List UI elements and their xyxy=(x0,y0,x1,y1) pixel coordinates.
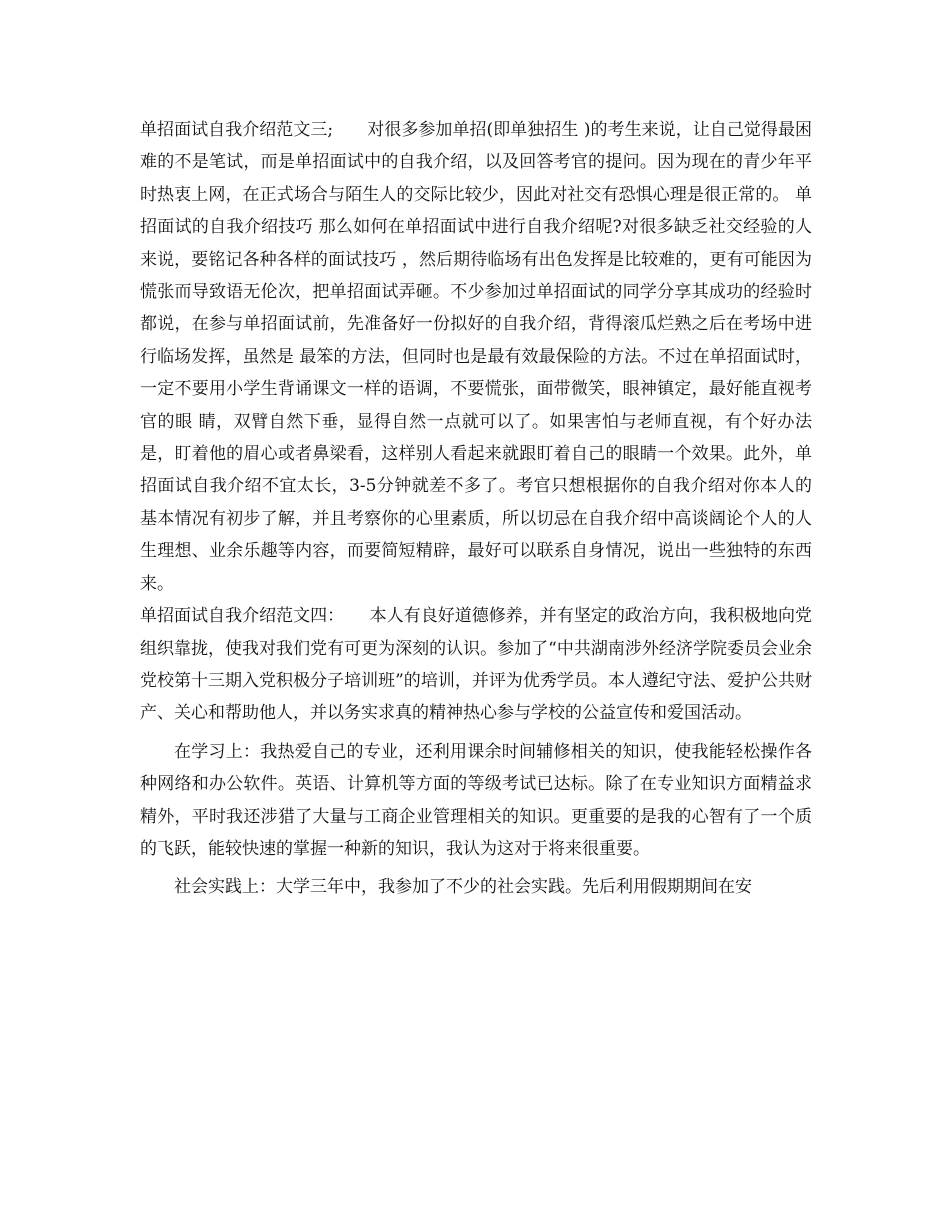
paragraph-social-practice: 社会实践上：大学三年中，我参加了不少的社会实践。先后利用假期期间在安 xyxy=(174,877,752,898)
paragraph-sample-four: 单招面试自我介绍范文四： 本人有良好道德修养，并有坚定的政治方向，我积极地向党组织靠拢，使我对我们党有可更为深刻的认识。参加了“中共湖南涉外经济学院委员会业余党校第十三期入党积极分子培训班”的培训，并评为优秀学员。本人遵纪守法、爱护公共财产、关心和帮助他人，并以务实求真的精神热心参与学校的公益宣传和爱国活动。 xyxy=(140,606,812,724)
paragraph-sample-three: 单招面试自我介绍范文三; 对很多参加单招(即单独招生 )的考生来说，让自己觉得最困难的不是笔试，而是单招面试中的自我介绍，以及回答考官的提问。因为现在的青少年平时热衷上网，在正式场合与陌生人的交际比较少，因此对社交有恐惧心理是很正常的。 单招面试的自我介绍技巧 那么如何在单招面试中进行自我介绍呢?对很多缺乏社交经验的人来说，要铭记各种各样的面试技巧 ，然后期待临场有出色发挥是比较难的，更有可能因为慌张而导致语无伦次，把单招面试弄砸。不少参加过单招面试的同学分享其成功的经验时都说，在参与单招面试前，先准备好一份拟好的自我介绍，背得滚瓜烂熟之后在考场中进行临场发挥，虽然是 最笨的方法，但同时也是最有效最保险的方法。不过在单招面试时，一定不要用小学生背诵课文一样的语调，不要慌张，面带微笑，眼神镇定，最好能直视考官的眼 睛，双臂自然下垂，显得自然一点就可以了。如果害怕与老师直视，有个好办法是，盯着他的眉心或者鼻梁看，这样别人看起来就跟盯着自己的眼睛一个效果。此外，单招面试自我介绍不宜太长，3-5分钟就差不多了。考官只想根据你的自我介绍对你本人的基本情况有初步了解，并且考察你的心里素质，所以切忌在自我介绍中高谈阔论个人的人生理想、业余乐趣等内容，而要简短精辟，最好可以联系自身情况，说出一些独特的东西来。 xyxy=(140,120,812,594)
document-body xyxy=(140,114,812,904)
paragraph-study: 在学习上：我热爱自己的专业，还利用课余时间辅修相关的知识，使我能轻松操作各种网络和办公软件。英语、计算机等方面的等级考试已达标。除了在专业知识方面精益求精外，平时我还涉猎了大量与工商企业管理相关的知识。更重要的是我的心智有了一个质的飞跃，能较快速的掌握一种新的知识，我认为这对于将来很重要。 xyxy=(140,741,812,859)
